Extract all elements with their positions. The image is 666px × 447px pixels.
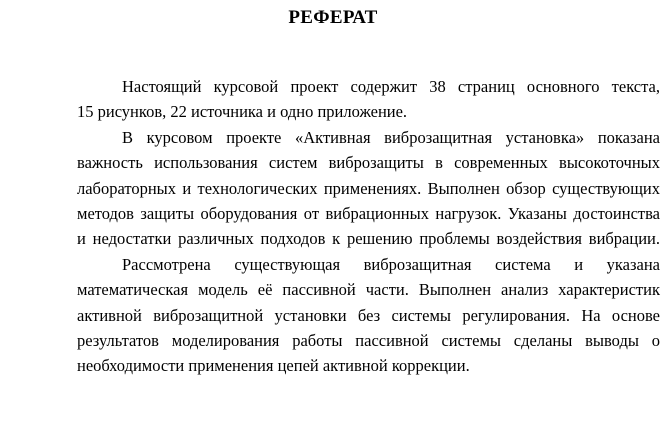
paragraph-3 (32, 252, 660, 379)
paragraph-line: Рассмотрена существующая виброзащитная система и указана (122, 254, 660, 274)
paragraph-line: математическая модель её пассивной части. Выполнен анализ характеристик (77, 280, 660, 300)
paragraph-line: необходимости применения цепей активной коррекции. (77, 356, 470, 376)
paragraph-line: Настоящий курсовой проект содержит 38 страниц основного текста, (122, 77, 660, 96)
paragraph-line: активной виброзащитной установки без системы регулирования. На основе (77, 305, 660, 325)
paragraph-line: В курсовом проекте «Активная виброзащитная установка» показана (122, 127, 660, 147)
paragraph-line: и недостатки различных подходов к решению проблемы воздействия вибрации. (77, 229, 660, 249)
paragraph-1 (32, 74, 660, 125)
paragraph-line: методов защиты оборудования от вибрационных нагрузок. Указаны достоинства (77, 204, 660, 224)
paragraph-line: лабораторных и технологических применениях. Выполнен обзор существующих (77, 178, 660, 198)
document-title: РЕФЕРАТ (288, 7, 378, 28)
paragraph-2 (32, 125, 660, 252)
paragraph-line: важность использования систем виброзащиты в современных высокоточных (77, 153, 660, 173)
paragraph-line: 15 рисунков, 22 источника и одно приложение. (77, 102, 408, 122)
paragraph-line: результатов моделирования работы пассивной системы сделаны выводы о (77, 331, 660, 351)
document-body (32, 74, 660, 379)
